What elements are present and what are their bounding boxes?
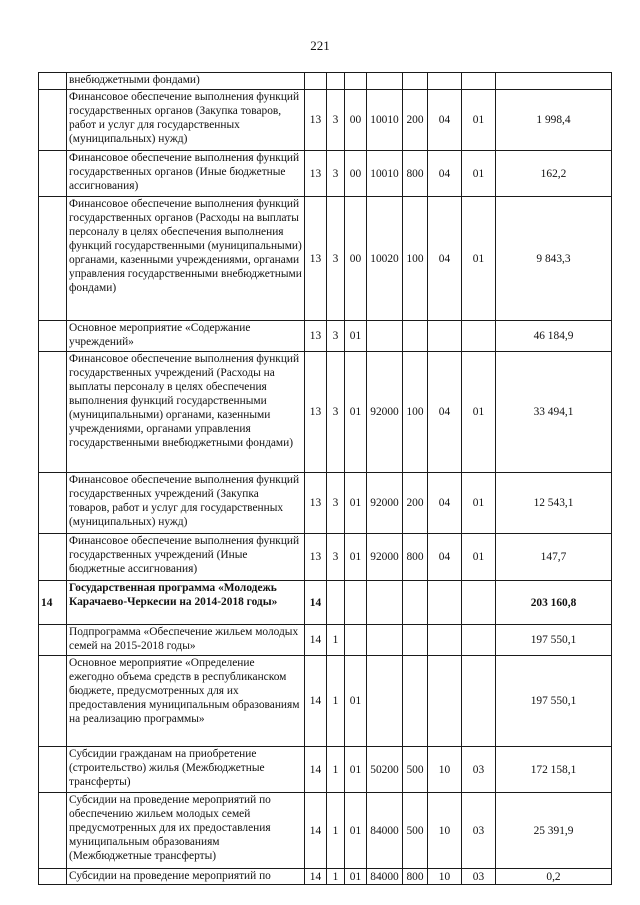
code-cell-3 xyxy=(345,625,367,656)
code-cell-1: 13 xyxy=(305,151,327,197)
amount-cell: 12 543,1 xyxy=(496,473,612,534)
table-row xyxy=(39,151,612,197)
description-cell: Финансовое обеспечение выполнения функций государственных органов (Расходы на выплаты персоналу в целях обеспечения выполнения функций государственными (муниципальными) органами, казенными учреждениями, органами управления государственными внебюджетными фондами) xyxy=(67,197,305,321)
code-cell-1: 13 xyxy=(305,197,327,321)
code-cell-3: 01 xyxy=(345,352,367,473)
row-number-cell xyxy=(39,352,67,473)
code-cell-1: 14 xyxy=(305,656,327,747)
code-cell-2: 1 xyxy=(327,656,345,747)
code-cell-5: 800 xyxy=(403,869,428,885)
row-number-cell xyxy=(39,473,67,534)
row-number-cell xyxy=(39,197,67,321)
amount-cell: 25 391,9 xyxy=(496,793,612,869)
code-cell-6: 04 xyxy=(428,534,462,581)
amount-cell: 147,7 xyxy=(496,534,612,581)
code-cell-4: 92000 xyxy=(367,534,403,581)
description-cell: Финансовое обеспечение выполнения функций государственных учреждений (Иные бюджетные ассигнования) xyxy=(67,534,305,581)
code-cell-2: 1 xyxy=(327,747,345,793)
code-cell-2: 3 xyxy=(327,90,345,151)
code-cell-5 xyxy=(403,73,428,90)
code-cell-5: 500 xyxy=(403,747,428,793)
code-cell-4: 10020 xyxy=(367,197,403,321)
code-cell-4: 92000 xyxy=(367,473,403,534)
row-number-cell: 14 xyxy=(39,581,67,625)
code-cell-6: 10 xyxy=(428,793,462,869)
table-row xyxy=(39,534,612,581)
code-cell-7: 01 xyxy=(462,151,496,197)
table-row xyxy=(39,747,612,793)
row-number-cell xyxy=(39,656,67,747)
code-cell-4 xyxy=(367,73,403,90)
table-row xyxy=(39,352,612,473)
code-cell-3: 00 xyxy=(345,151,367,197)
code-cell-1: 14 xyxy=(305,625,327,656)
code-cell-6: 04 xyxy=(428,473,462,534)
code-cell-2: 3 xyxy=(327,352,345,473)
code-cell-7: 03 xyxy=(462,869,496,885)
code-cell-3: 01 xyxy=(345,869,367,885)
code-cell-6: 04 xyxy=(428,352,462,473)
row-number-cell xyxy=(39,869,67,885)
code-cell-4: 50200 xyxy=(367,747,403,793)
amount-cell: 46 184,9 xyxy=(496,321,612,352)
description-cell: Финансовое обеспечение выполнения функций государственных органов (Иные бюджетные ассигнования) xyxy=(67,151,305,197)
code-cell-2: 3 xyxy=(327,151,345,197)
code-cell-6: 04 xyxy=(428,197,462,321)
code-cell-7: 01 xyxy=(462,473,496,534)
code-cell-1: 14 xyxy=(305,581,327,625)
code-cell-3: 01 xyxy=(345,793,367,869)
code-cell-4 xyxy=(367,321,403,352)
amount-cell xyxy=(496,73,612,90)
code-cell-2: 3 xyxy=(327,321,345,352)
code-cell-6 xyxy=(428,73,462,90)
table-row xyxy=(39,581,612,625)
code-cell-5: 100 xyxy=(403,197,428,321)
code-cell-6 xyxy=(428,625,462,656)
row-number-cell xyxy=(39,90,67,151)
code-cell-3 xyxy=(345,73,367,90)
row-number-cell xyxy=(39,534,67,581)
code-cell-4: 10010 xyxy=(367,151,403,197)
amount-cell: 1 998,4 xyxy=(496,90,612,151)
code-cell-5 xyxy=(403,656,428,747)
code-cell-4 xyxy=(367,625,403,656)
code-cell-6 xyxy=(428,321,462,352)
description-cell: внебюджетными фондами) xyxy=(67,73,305,90)
code-cell-5: 200 xyxy=(403,473,428,534)
description-cell: Государственная программа «Молодежь Карачаево-Черкесии на 2014-2018 годы» xyxy=(67,581,305,625)
description-cell: Основное мероприятие «Определение ежегодно объема средств в республиканском бюджете, предусмотренных для их предоставления муниципальным образованиям на реализацию программы» xyxy=(67,656,305,747)
code-cell-2: 1 xyxy=(327,793,345,869)
code-cell-2: 3 xyxy=(327,197,345,321)
amount-cell: 203 160,8 xyxy=(496,581,612,625)
description-cell: Финансовое обеспечение выполнения функций государственных учреждений (Расходы на выплаты персоналу в целях обеспечения выполнения функций государственными (муниципальными) органами, казенными учреждениями, органами управления государственными внебюджетными фондами) xyxy=(67,352,305,473)
code-cell-6: 04 xyxy=(428,151,462,197)
row-number-cell xyxy=(39,625,67,656)
code-cell-2 xyxy=(327,73,345,90)
table-row xyxy=(39,793,612,869)
code-cell-6: 10 xyxy=(428,869,462,885)
table-row xyxy=(39,197,612,321)
code-cell-3: 01 xyxy=(345,321,367,352)
code-cell-3: 01 xyxy=(345,656,367,747)
code-cell-2: 1 xyxy=(327,869,345,885)
code-cell-7: 01 xyxy=(462,90,496,151)
description-cell: Субсидии на проведение мероприятий по обеспечению жильем молодых семей предусмотренных для их предоставления муниципальным образованиям (Межбюджетные трансферты) xyxy=(67,793,305,869)
code-cell-1 xyxy=(305,73,327,90)
description-cell: Финансовое обеспечение выполнения функций государственных органов (Закупка товаров, работ и услуг для государственных (муниципальных) нужд) xyxy=(67,90,305,151)
code-cell-7 xyxy=(462,581,496,625)
amount-cell: 33 494,1 xyxy=(496,352,612,473)
amount-cell: 9 843,3 xyxy=(496,197,612,321)
code-cell-5: 100 xyxy=(403,352,428,473)
code-cell-6: 10 xyxy=(428,747,462,793)
code-cell-4: 10010 xyxy=(367,90,403,151)
row-number-cell xyxy=(39,151,67,197)
code-cell-6: 04 xyxy=(428,90,462,151)
description-cell: Субсидии на проведение мероприятий по xyxy=(67,869,305,885)
code-cell-7 xyxy=(462,73,496,90)
code-cell-5 xyxy=(403,625,428,656)
code-cell-3: 00 xyxy=(345,90,367,151)
code-cell-7 xyxy=(462,625,496,656)
code-cell-3: 01 xyxy=(345,473,367,534)
code-cell-4: 84000 xyxy=(367,869,403,885)
table-row xyxy=(39,625,612,656)
description-cell: Субсидии гражданам на приобретение (строительство) жилья (Межбюджетные трансферты) xyxy=(67,747,305,793)
code-cell-6 xyxy=(428,656,462,747)
code-cell-2: 3 xyxy=(327,534,345,581)
code-cell-1: 13 xyxy=(305,90,327,151)
amount-cell: 197 550,1 xyxy=(496,625,612,656)
code-cell-7: 01 xyxy=(462,197,496,321)
code-cell-7 xyxy=(462,656,496,747)
amount-cell: 197 550,1 xyxy=(496,656,612,747)
row-number-cell xyxy=(39,321,67,352)
code-cell-4: 92000 xyxy=(367,352,403,473)
code-cell-4 xyxy=(367,656,403,747)
description-cell: Финансовое обеспечение выполнения функций государственных учреждений (Закупка товаров, работ и услуг для государственных (муниципальных) нужд) xyxy=(67,473,305,534)
table-row xyxy=(39,73,612,90)
amount-cell: 162,2 xyxy=(496,151,612,197)
code-cell-4 xyxy=(367,581,403,625)
code-cell-5: 200 xyxy=(403,90,428,151)
row-number-cell xyxy=(39,793,67,869)
code-cell-5: 800 xyxy=(403,151,428,197)
code-cell-5: 800 xyxy=(403,534,428,581)
code-cell-7 xyxy=(462,321,496,352)
code-cell-6 xyxy=(428,581,462,625)
budget-table-body xyxy=(39,73,612,885)
code-cell-1: 14 xyxy=(305,747,327,793)
code-cell-1: 13 xyxy=(305,321,327,352)
code-cell-3: 00 xyxy=(345,197,367,321)
code-cell-2 xyxy=(327,581,345,625)
code-cell-3: 01 xyxy=(345,534,367,581)
code-cell-1: 13 xyxy=(305,473,327,534)
amount-cell: 172 158,1 xyxy=(496,747,612,793)
code-cell-2: 3 xyxy=(327,473,345,534)
table-row xyxy=(39,656,612,747)
code-cell-7: 03 xyxy=(462,793,496,869)
code-cell-1: 13 xyxy=(305,352,327,473)
row-number-cell xyxy=(39,73,67,90)
code-cell-1: 13 xyxy=(305,534,327,581)
code-cell-5 xyxy=(403,321,428,352)
description-cell: Основное мероприятие «Содержание учреждений» xyxy=(67,321,305,352)
table-row xyxy=(39,90,612,151)
table-row xyxy=(39,869,612,885)
code-cell-7: 01 xyxy=(462,534,496,581)
code-cell-4: 84000 xyxy=(367,793,403,869)
code-cell-5 xyxy=(403,581,428,625)
description-cell: Подпрограмма «Обеспечение жильем молодых семей на 2015-2018 годы» xyxy=(67,625,305,656)
table-row xyxy=(39,473,612,534)
page-number: 221 xyxy=(310,38,330,53)
table-row xyxy=(39,321,612,352)
code-cell-7: 01 xyxy=(462,352,496,473)
budget-table xyxy=(38,72,612,885)
code-cell-5: 500 xyxy=(403,793,428,869)
code-cell-1: 14 xyxy=(305,869,327,885)
row-number-cell xyxy=(39,747,67,793)
code-cell-3 xyxy=(345,581,367,625)
code-cell-7: 03 xyxy=(462,747,496,793)
code-cell-2: 1 xyxy=(327,625,345,656)
code-cell-3: 01 xyxy=(345,747,367,793)
amount-cell: 0,2 xyxy=(496,869,612,885)
code-cell-1: 14 xyxy=(305,793,327,869)
